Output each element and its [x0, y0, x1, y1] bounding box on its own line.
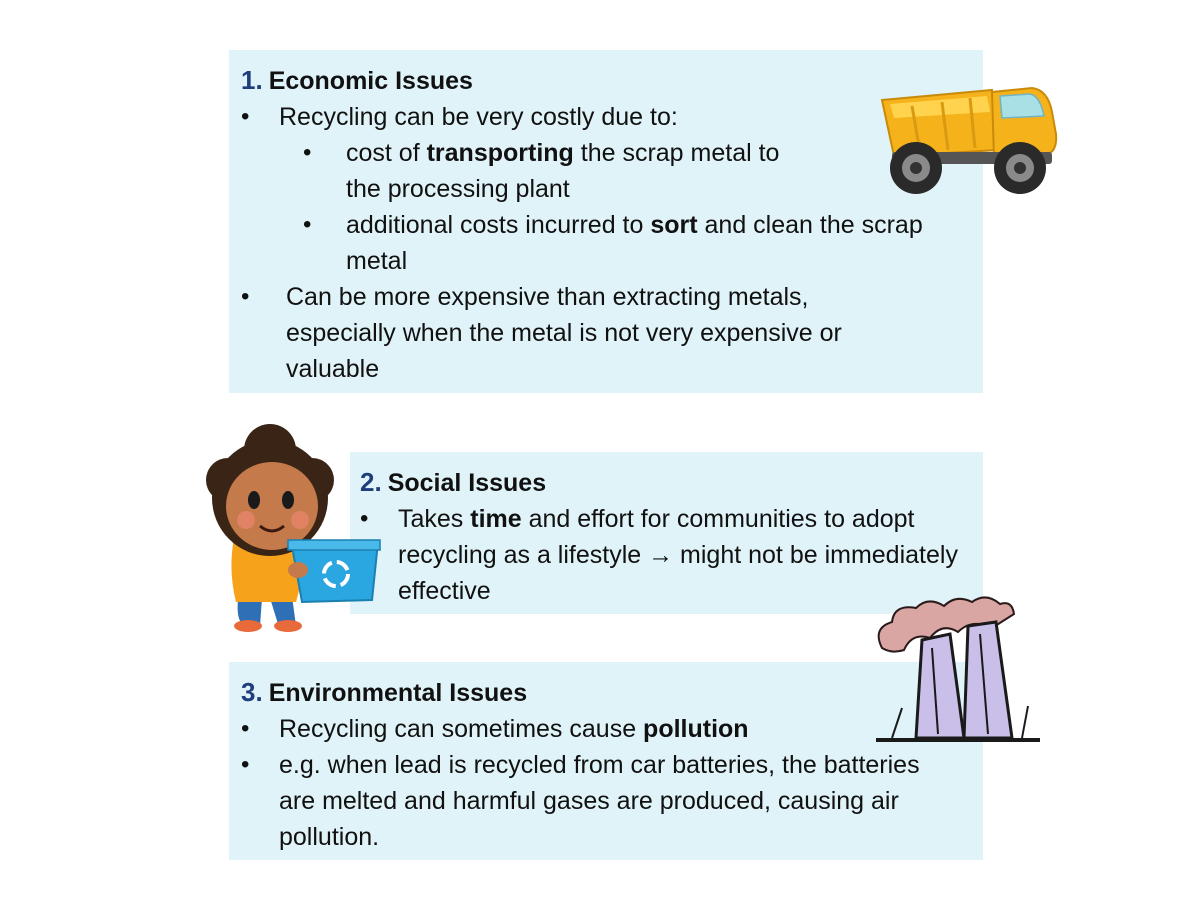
economic-issues-panel	[229, 50, 983, 393]
list-item	[241, 279, 906, 387]
sub-item-1-post: the scrap metal to the processing plant	[346, 139, 780, 203]
economic-bullet-2: Can be more expensive than extracting metals, especially when the metal is not very expensive or valuable	[286, 283, 842, 383]
bullet: •	[241, 283, 250, 310]
environmental-title: Environmental Issues	[268, 679, 528, 707]
sub-item-2-pre: additional costs incurred to	[346, 211, 651, 239]
bullet: •	[303, 211, 312, 238]
environmental-issues-panel	[229, 662, 983, 860]
environmental-number: 3.	[241, 677, 263, 707]
child-recycling-bin-icon	[188, 420, 388, 632]
economic-bullet-1: Recycling can be very costly due to:	[279, 103, 678, 131]
dump-truck-icon	[872, 72, 1064, 198]
social-number: 2.	[360, 467, 382, 497]
sub-item-2-post: and clean the scrap metal	[346, 211, 923, 275]
social-title: Social Issues	[387, 469, 547, 497]
factory-smokestack-icon	[872, 588, 1042, 748]
bullet: •	[360, 505, 369, 532]
bullet: •	[303, 139, 312, 166]
list-item	[241, 747, 959, 855]
env-bullet-1-pre: Recycling can sometimes cause	[279, 715, 644, 743]
economic-title: Economic Issues	[268, 67, 473, 95]
bullet: •	[241, 715, 250, 742]
bullet: •	[241, 103, 250, 130]
sub-item-1-bold: transporting	[426, 139, 574, 167]
env-bullet-2: e.g. when lead is recycled from car batteries, the batteries are melted and harmful gases are produced, causing air pollution.	[279, 751, 920, 851]
list-item	[241, 207, 936, 279]
bullet: •	[241, 751, 250, 778]
economic-number: 1.	[241, 65, 263, 95]
social-heading	[360, 466, 983, 499]
social-bullet-bold: time	[470, 505, 522, 533]
sub-item-2-bold: sort	[650, 211, 698, 239]
sub-item-1-pre: cost of	[346, 139, 427, 167]
list-item	[241, 135, 806, 207]
env-bullet-1-bold: pollution	[643, 715, 749, 743]
social-bullet-pre: Takes	[398, 505, 471, 533]
social-bullet-post: and effort for communities to adopt recycling as a lifestyle → might not be immediately effective	[398, 505, 958, 605]
